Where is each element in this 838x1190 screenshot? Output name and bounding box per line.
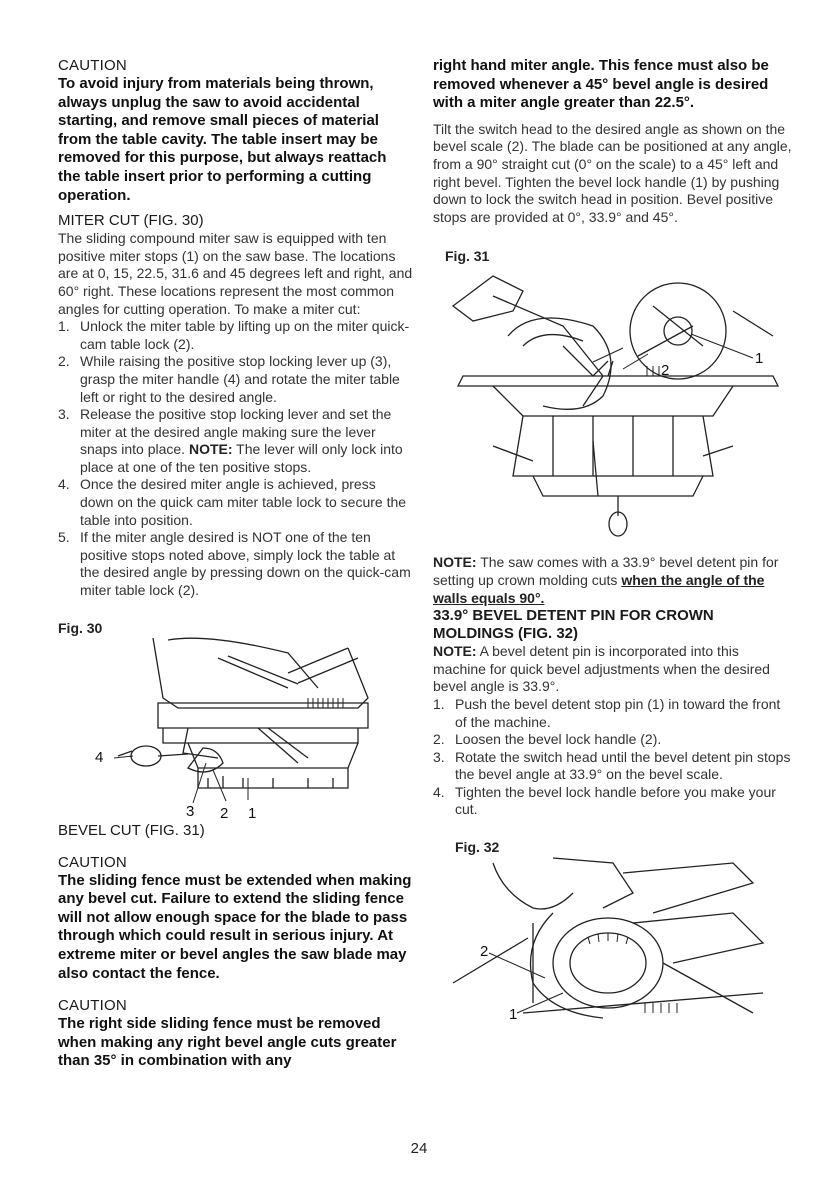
bevel-saw-illustration [433, 266, 788, 546]
list-item: 1. Push the bevel detent stop pin (1) in toward the front of the machine. [433, 695, 781, 730]
fig32-label: Fig. 32 [455, 839, 500, 856]
list-item: 4. Tighten the bevel lock handle before you make your cut. [433, 783, 776, 818]
fig31-callout-1: 1 [755, 350, 764, 368]
list-item: 3. Rotate the switch head until the bevel detent pin stops the bevel angle at 33.9° on the bevel scale. [433, 748, 791, 783]
miter-steps [58, 318, 413, 600]
page-number: 24 [410, 1140, 428, 1157]
caution-body-3: The right side sliding fence must be removed when making any right bevel angle cuts greater than 35° in combination with any [58, 1015, 397, 1070]
left-column [58, 57, 413, 1071]
fig31-label: Fig. 31 [445, 248, 490, 265]
miter-saw-base-illustration [58, 628, 388, 818]
list-item: 2. While raising the positive stop locking lever up (3), grasp the miter handle (4) and rotate the miter table left or right to the desired angle. [58, 353, 400, 405]
caution-body-1: To avoid injury from materials being thrown, always unplug the saw to avoid accidental starting, and remove small pieces of material from the table cavity. The table insert may be removed for this purpose, but always reattach the table insert prior to performing a cutting operation. [58, 75, 387, 204]
fig31-figure [433, 266, 788, 546]
list-item: 4. Once the desired miter angle is achieved, press down on the quick cam miter table lock to secure the table into position. [58, 476, 407, 528]
fig30-callout-1: 1 [248, 804, 257, 822]
miter-cut-heading: MITER CUT (FIG. 30) [58, 212, 204, 230]
fig30-callout-2: 2 [220, 804, 229, 822]
caution-body-3-continued: right hand miter angle. This fence must also be removed whenever a 45° bevel angle is desired with a miter angle greater than 22.5°. [433, 57, 769, 112]
bevel-cut-text: Tilt the switch head to the desired angle as shown on the bevel scale (2). The blade can be positioned at any angle, from a 90° straight cut (0° on the scale) to a 45° left and right bevel. Tighten the bevel lock handle (1) by pushing down to lock the switch head in position. Bevel positive stops are provided at 0°, 33.9° and 45°. [433, 120, 792, 225]
fig30-figure [58, 628, 388, 822]
list-item: 3. Release the positive stop locking lever and set the miter at the desired angle making sure the lever snaps into place. NOTE: The lever will only lock into place at one of the ten positive stops. [58, 406, 403, 475]
fig31-callout-2: 2 [661, 362, 670, 380]
list-item: 2. Loosen the bevel lock handle (2). [433, 731, 662, 748]
list-item: 1. Unlock the miter table by lifting up on the miter quick-cam table lock (2). [58, 318, 410, 352]
detent-pin-note: NOTE: A bevel detent pin is incorporated into this machine for quick bevel adjustments when the desired bevel angle is 33.9°. [433, 643, 770, 695]
fig32-callout-1: 1 [509, 1006, 518, 1024]
detent-steps [433, 696, 793, 819]
bevel-detent-heading: 33.9° BEVEL DETENT PIN FOR CROWN MOLDINGS (FIG. 32) [433, 607, 714, 643]
miter-cut-intro: The sliding compound miter saw is equipped with ten positive miter stops (1) on the saw base. The locations are at 0, 15, 22.5, 31.6 and 45 degrees left and right, and 60° right. These locations represent the most common angles for cutting operation. To make a miter cut: [58, 230, 413, 317]
bevel-cut-heading: BEVEL CUT (FIG. 31) [58, 821, 205, 839]
bevel-detent-note: NOTE: The saw comes with a 33.9° bevel detent pin for setting up crown molding cuts when the angle of the walls equals 90°. [433, 554, 779, 606]
right-column [433, 57, 793, 1033]
list-item: 5. If the miter angle desired is NOT one of the ten positive stops noted above, simply lock the table at the desired angle by pressing down on the quick-cam miter table lock (2). [58, 529, 411, 599]
fig32-figure [433, 853, 773, 1033]
caution-title-3: CAUTION [58, 997, 127, 1015]
fig32-callout-2: 2 [480, 943, 489, 961]
caution-body-2: The sliding fence must be extended when making any bevel cut. Failure to extend the sliding fence will not allow enough space for the blade to pass through which could result in serious injury. At extreme miter or bevel angles the saw blade may also contact the fence. [58, 871, 412, 982]
fig30-callout-3: 3 [186, 802, 195, 820]
fig30-label: Fig. 30 [58, 619, 103, 636]
fig30-callout-4: 4 [95, 748, 104, 766]
caution-title-2: CAUTION [58, 853, 127, 871]
caution-title-1: CAUTION [58, 57, 127, 74]
